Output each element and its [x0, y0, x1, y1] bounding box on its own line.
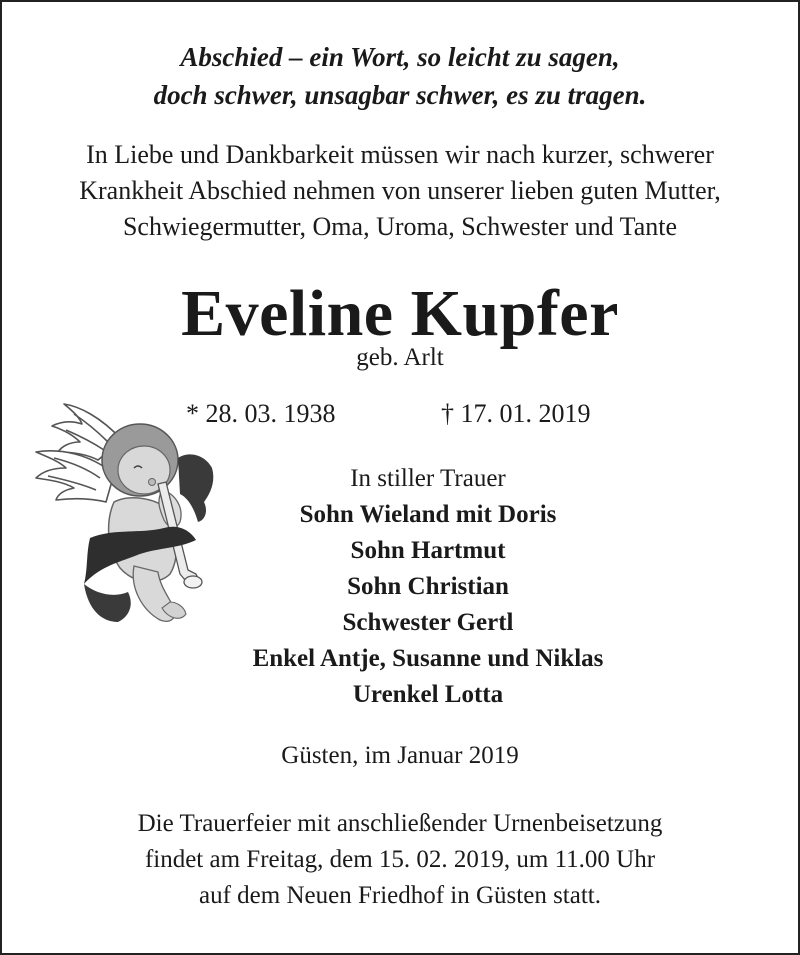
mourners-list: [28, 497, 800, 713]
mourning-label: In stiller Trauer: [350, 465, 506, 492]
service-line-2: findet am Freitag, dem 15. 02. 2019, um 11.00 Uhr: [144, 846, 656, 873]
poem-line-1: Abschied – ein Wort, so leicht zu sagen,: [180, 42, 620, 72]
death-date: † 17. 01. 2019: [441, 399, 591, 428]
mourner-line: Sohn Wieland mit Doris: [299, 501, 557, 528]
intro-line-3: Schwiegermutter, Oma, Uroma, Schwester und Tante: [122, 212, 678, 241]
intro-line-1: In Liebe und Dankbarkeit müssen wir nach kurzer, schwerer: [86, 140, 714, 169]
poem-line-2: doch schwer, unsagbar schwer, es zu tragen.: [153, 80, 647, 110]
mourner-line: Schwester Gertl: [342, 609, 514, 636]
maiden-name: geb. Arlt: [356, 344, 444, 371]
mourner-line: Enkel Antje, Susanne und Niklas: [252, 645, 604, 672]
deceased-name: Eveline Kupfer: [181, 277, 619, 350]
service-line-3: auf dem Neuen Friedhof in Güsten statt.: [199, 882, 601, 909]
birth-date: * 28. 03. 1938: [186, 399, 336, 428]
mourner-line: Sohn Hartmut: [350, 537, 506, 564]
service-line-1: Die Trauerfeier mit anschließender Urnenbeisetzung: [137, 810, 663, 837]
place-and-date: Güsten, im Januar 2019: [281, 742, 519, 769]
intro-line-2: Krankheit Abschied nehmen von unserer lieben guten Mutter,: [79, 176, 721, 205]
mourner-line: Urenkel Lotta: [352, 681, 504, 708]
mourner-line: Sohn Christian: [347, 573, 509, 600]
funeral-service-info: [0, 806, 800, 914]
farewell-poem: [0, 38, 800, 114]
intro-text: [0, 137, 800, 245]
